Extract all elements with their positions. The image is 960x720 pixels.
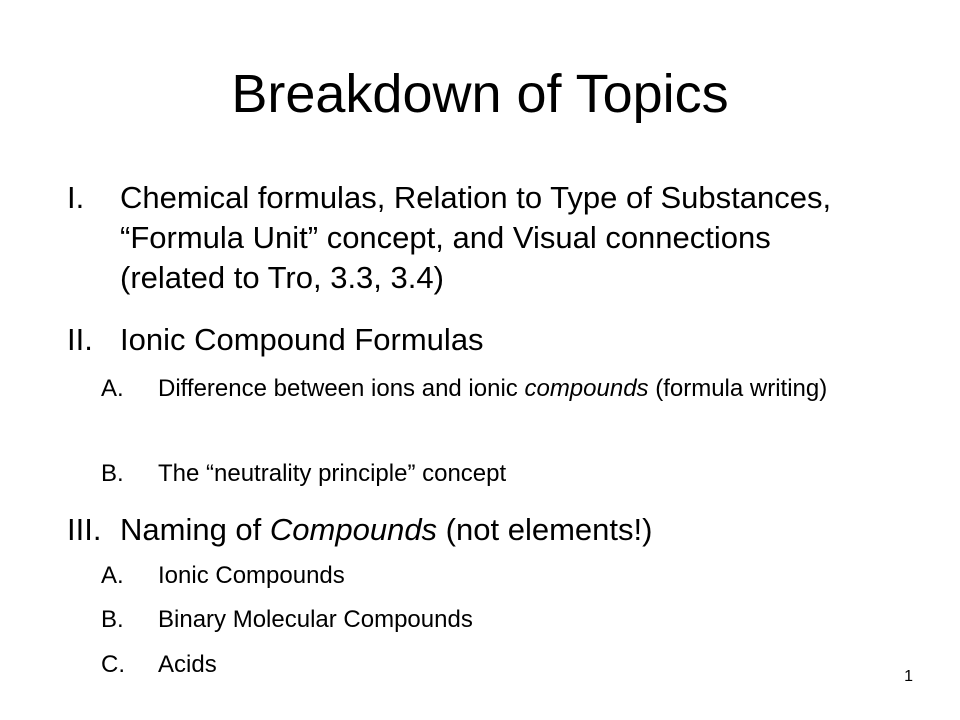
text-plain: Difference between ions and ionic — [158, 375, 525, 402]
outline-text: Chemical formulas, Relation to Type of Substances, “Formula Unit” concept, and Visual connections (related to Tro, 3.3, 3.4) — [120, 180, 832, 295]
outline-subnumber: A. — [101, 562, 124, 589]
page-number: 1 — [904, 668, 913, 685]
text-emphasis: compounds — [524, 375, 649, 402]
outline-subtext: Acids — [158, 651, 217, 678]
outline-subnumber: B. — [101, 460, 124, 487]
outline-number: II. — [67, 322, 93, 357]
outline-subtext — [158, 373, 838, 404]
outline-subtext: The “neutrality principle” concept — [158, 460, 507, 487]
outline-subtext: Binary Molecular Compounds — [158, 606, 473, 633]
outline-subnumber: A. — [101, 375, 124, 402]
slide-title: Breakdown of Topics — [231, 64, 729, 124]
text-plain: (not elements!) — [437, 512, 653, 547]
text-emphasis: Compounds — [269, 512, 438, 547]
text-plain: Naming of — [120, 512, 270, 547]
outline-subtext: Ionic Compounds — [158, 562, 345, 589]
outline-subnumber: C. — [101, 651, 125, 678]
outline-subnumber: B. — [101, 606, 124, 633]
outline-number: I. — [67, 180, 85, 215]
text-plain: (formula writing) — [648, 375, 828, 402]
outline-number: III. — [67, 512, 102, 547]
outline-text — [120, 510, 860, 550]
outline-text: Ionic Compound Formulas — [120, 322, 484, 357]
